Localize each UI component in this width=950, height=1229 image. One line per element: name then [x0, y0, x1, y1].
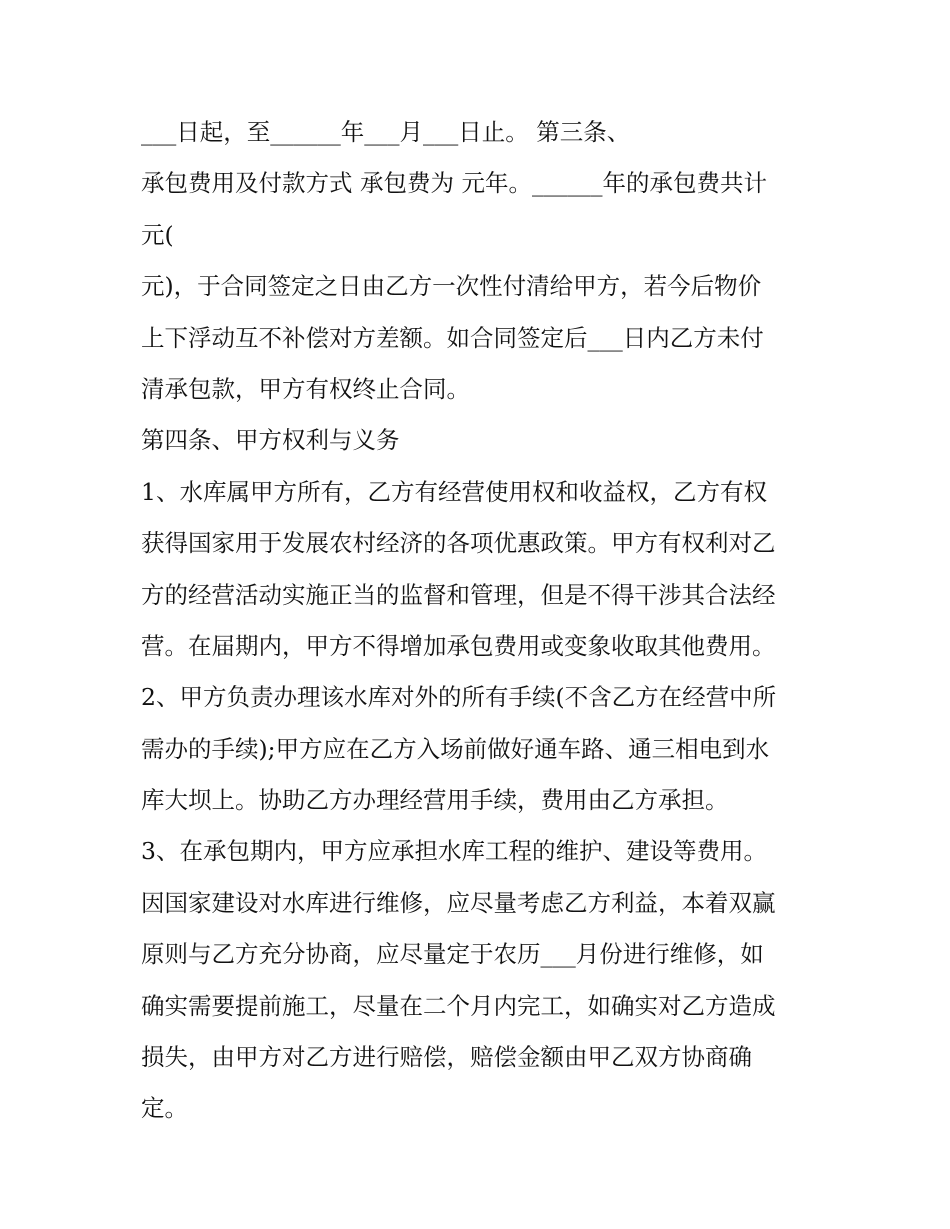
text-line: 损失，由甲方对乙方进行赔偿，赔偿金额由甲乙双方协商确: [141, 1043, 752, 1072]
text-line: 确实需要提前施工，尽量在二个月内完工，如确实对乙方造成: [141, 991, 776, 1020]
contract-text: [141, 107, 821, 1135]
text-line: 营。在届期内，甲方不得增加承包费用或变象收取其他费用。: [141, 631, 776, 660]
text-line: 上下浮动互不补偿对方差额。如合同签定后___日内乙方未付: [141, 323, 764, 352]
text-line: 1、水库属甲方所有，乙方有经营使用权和收益权，乙方有权: [141, 477, 767, 506]
text-line: 3、在承包期内，甲方应承担水库工程的维护、建设等费用。: [141, 837, 767, 866]
text-line: 承包费用及付款方式 承包费为 元年。______年的承包费共计: [141, 169, 767, 198]
text-line: 方的经营活动实施正当的监督和管理，但是不得干涉其合法经: [141, 580, 776, 609]
text-line: 需办的手续);甲方应在乙方入场前做好通车路、通三相电到水: [141, 734, 770, 763]
text-line: 2、甲方负责办理该水库对外的所有手续(不含乙方在经营中所: [141, 683, 777, 712]
text-line: ___日起，至______年___月___日止。 第三条、: [141, 118, 631, 146]
text-line: 获得国家用于发展农村经济的各项优惠政策。甲方有权利对乙: [141, 529, 776, 558]
text-line: 元)，于合同签定之日由乙方一次性付清给甲方，若今后物价: [141, 272, 762, 301]
text-line: 元(: [141, 220, 174, 249]
section-heading: 第四条、甲方权利与义务: [141, 426, 400, 455]
text-line: 库大坝上。协助乙方办理经营用手续，费用由乙方承担。: [141, 786, 729, 815]
text-line: 原则与乙方充分协商，应尽量定于农历___月份进行维修，如: [141, 940, 764, 969]
text-line: 清承包款，甲方有权终止合同。: [141, 374, 470, 403]
text-line: 定。: [141, 1094, 188, 1123]
text-line: 因国家建设对水库进行维修，应尽量考虑乙方利益，本着双赢: [141, 888, 776, 917]
